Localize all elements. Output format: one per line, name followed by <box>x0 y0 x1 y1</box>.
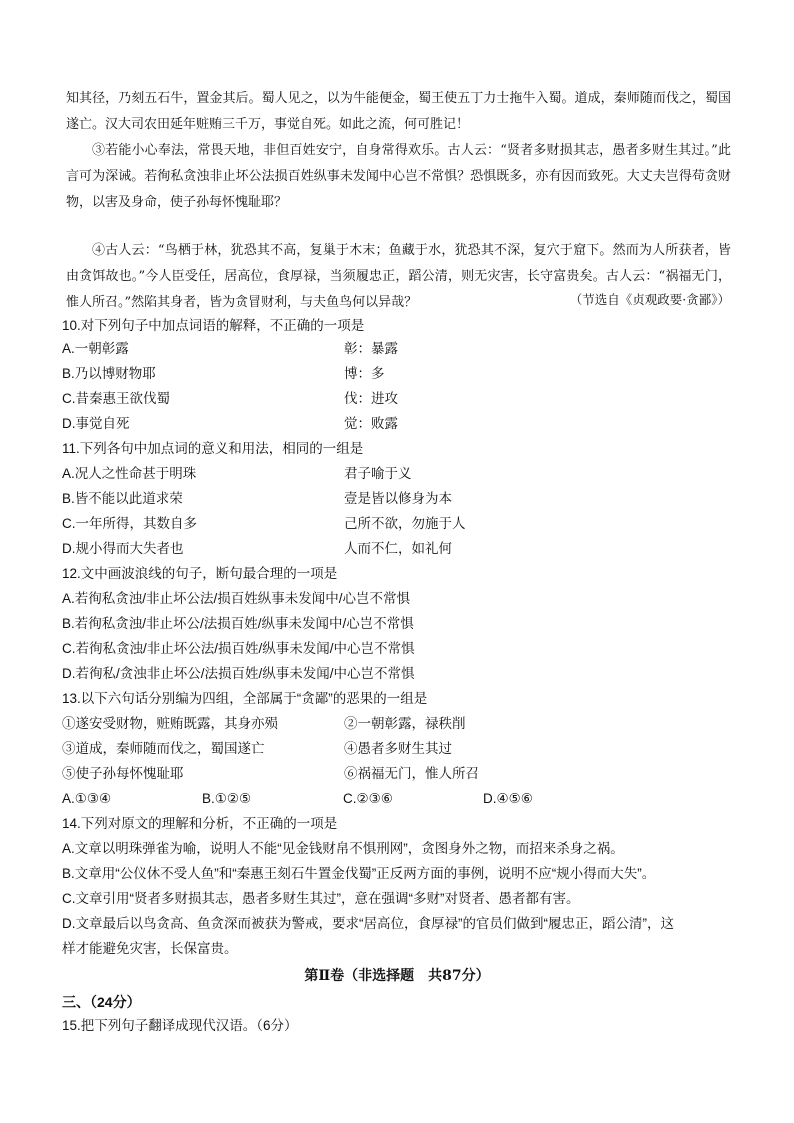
q12-option-c: C.若徇私贪浊/非止坏公法/损百姓/纵事未发闻/中心岂不常惧 <box>62 641 415 656</box>
q11-option-c-left: C.一年所得，其数自多 <box>62 516 197 531</box>
q13-items-row-3 <box>62 763 732 788</box>
q10-option-d-left: D.事觉自死 <box>62 416 130 431</box>
question-14-stem: 14.下列对原文的理解和分析，不正确的一项是 <box>62 816 338 831</box>
passage-paragraph-1: 知其径，乃刻五石牛，置金其后。蜀人见之，以为牛能便金，蜀王使五丁力士拖牛入蜀。道成，秦师随而伐之，蜀国遂亡。汉大司农田延年赃贿三千万，事觉自死。如此之流，何可胜记！ <box>66 91 731 132</box>
q11-option-d-right: 人而不仁，如礼何 <box>344 541 452 556</box>
passage-paragraph-4: ④古人云：“鸟栖于林，犹恐其不高，复巢于木末；鱼藏于水，犹恐其不深，复穴于窟下。然而为人所获者，皆由贪饵故也。”今人臣受任，居高位，食厚禄，当须履忠正，蹈公清，则无灾害，长守富贵矣。古人云：“祸福无门，惟人所召。”然陷其身者，皆为贪冒财利，与夫鱼鸟何以异哉？ <box>66 243 731 310</box>
q13-item-4: ④愚者多财生其过 <box>344 741 452 756</box>
q13-item-1: ①遂安受财物，赃贿既露，其身亦殒 <box>62 716 278 731</box>
q10-option-b <box>62 363 732 388</box>
section-3-heading: 三、（24分） <box>62 994 141 1010</box>
q13-item-5: ⑤使子孙每怀愧耻耶 <box>62 766 184 781</box>
q13-item-6: ⑥祸福无门，惟人所召 <box>344 766 479 781</box>
q10-option-a-right: 彰：暴露 <box>344 341 398 356</box>
q12-option-d: D.若徇私/贪浊非止坏公/法损百姓/纵事未发闻/中心岂不常惧 <box>62 666 415 681</box>
q11-option-b-left: B.皆不能以此道求荣 <box>62 491 183 506</box>
question-12-stem: 12.文中画波浪线的句子，断句最合理的一项是 <box>62 566 338 581</box>
q10-option-a <box>62 338 732 363</box>
q13-item-2: ②一朝彰露，禄秩削 <box>344 716 466 731</box>
q13-item-3: ③道成，秦师随而伐之，蜀国遂亡 <box>62 741 265 756</box>
q11-option-c-right: 己所不欲，勿施于人 <box>344 516 466 531</box>
q10-option-b-left: B.乃以博财物耶 <box>62 366 156 381</box>
question-13-stem: 13.以下六句话分别编为四组，全部属于“贪鄙”的恶果的一组是 <box>62 691 428 706</box>
question-10-stem: 10.对下列句子中加点词语的解释，不正确的一项是 <box>62 318 365 333</box>
q13-choice-a: A.①③④ <box>62 791 112 806</box>
part-2-title: 第Ⅱ卷（非选择题 共87分） <box>304 968 490 984</box>
q14-option-b: B.文章用“公仪休不受人鱼”和“秦惠王刻石牛置金伐蜀”正反两方面的事例，说明不应“规小得而大失”。 <box>62 866 656 881</box>
q11-option-b-right: 壹是皆以修身为本 <box>344 491 452 506</box>
q11-option-a <box>62 463 732 488</box>
question-11-stem: 11.下列各句中加点词的意义和用法，相同的一组是 <box>62 441 364 456</box>
q13-choice-d: D.④⑤⑥ <box>483 791 533 806</box>
q13-items-row-2 <box>62 738 732 763</box>
q13-items-row-1 <box>62 713 732 738</box>
q11-option-c <box>62 513 732 538</box>
q10-option-a-left: A.一朝彰露 <box>62 341 129 356</box>
q11-option-a-right: 君子喻于义 <box>344 466 412 481</box>
q10-option-c <box>62 388 732 413</box>
q13-choices <box>62 788 732 813</box>
q10-option-c-left: C.昔秦惠王欲伐蜀 <box>62 391 170 406</box>
q14-option-a: A.文章以明珠弹雀为喻，说明人不能“见金钱财帛不惧刑网”，贪图身外之物，而招来杀身之祸。 <box>62 841 624 856</box>
q13-choice-b: B.①②⑤ <box>202 791 252 806</box>
q14-option-c: C.文章引用“贤者多财损其志，愚者多财生其过”，意在强调“多财”对贤者、愚者都有害。 <box>62 891 580 906</box>
question-15-stem: 15.把下列句子翻译成现代汉语。（6分） <box>62 1018 298 1033</box>
passage-paragraph-3: ③若能小心奉法，常畏天地，非但百姓安宁，自身常得欢乐。古人云：“贤者多财损其志，愚者多财生其过。”此言可为深诫。若徇私贪浊非止坏公法损百姓纵事未发闻中心岂不常惧？恐惧既多，亦有因而致死。大丈夫岂得苟贪财物，以害及身命，使子孙每怀愧耻耶？ <box>66 143 731 210</box>
q10-option-b-right: 博：多 <box>344 366 385 381</box>
q14-option-d-continued: 样才能避免灾害，长保富贵。 <box>62 941 238 956</box>
q13-choice-c: C.②③⑥ <box>343 791 393 806</box>
q11-option-d-left: D.规小得而大失者也 <box>62 541 184 556</box>
q12-option-a: A.若徇私贪浊/非止坏公法/损百姓纵事未发闻中/心岂不常惧 <box>62 591 411 606</box>
q14-option-d: D.文章最后以鸟贪高、鱼贪深而被获为警戒，要求“居高位，食厚禄”的官员们做到“履忠正，蹈公清”，这 <box>62 916 674 931</box>
q10-option-c-right: 伐：进攻 <box>344 391 398 406</box>
q11-option-b <box>62 488 732 513</box>
q12-option-b: B.若徇私贪浊/非止坏公/法损百姓/纵事未发闻中/心岂不常惧 <box>62 616 414 631</box>
q11-option-a-left: A.况人之性命甚于明珠 <box>62 466 197 481</box>
q11-option-d <box>62 538 732 563</box>
passage-source: （节选自《贞观政要·贪鄙》） <box>569 292 730 307</box>
q10-option-d <box>62 413 732 438</box>
q10-option-d-right: 觉：败露 <box>344 416 398 431</box>
